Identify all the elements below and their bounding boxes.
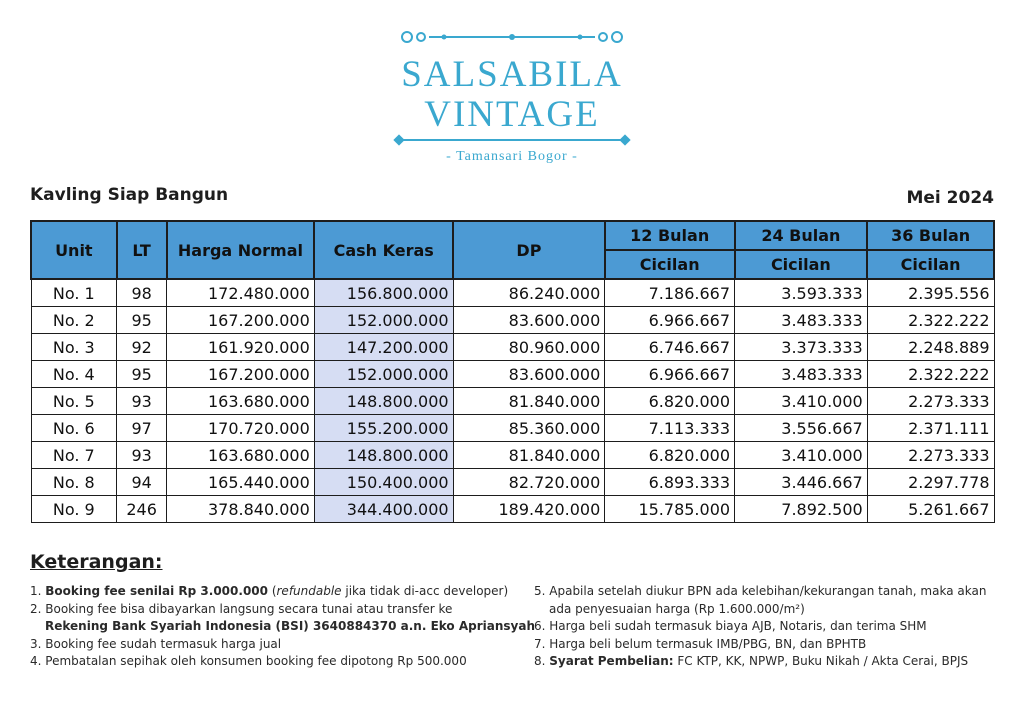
- cell-dp: 189.420.000: [453, 496, 605, 523]
- cell-lt: 246: [117, 496, 167, 523]
- table-row: [31, 496, 994, 523]
- cell-cicilan-12: 6.746.667: [605, 334, 735, 361]
- cell-dp: 86.240.000: [453, 279, 605, 307]
- cell-lt: 95: [117, 361, 167, 388]
- cell-cash-keras: 155.200.000: [314, 415, 453, 442]
- cell-lt: 93: [117, 442, 167, 469]
- note-2-bank-account: Rekening Bank Syariah Indonesia (BSI) 3640884370 a.n. Eko Apriansyah: [45, 619, 535, 633]
- cell-unit: No. 7: [31, 442, 117, 469]
- table-row: [31, 279, 994, 307]
- cell-lt: 95: [117, 307, 167, 334]
- cell-unit: No. 9: [31, 496, 117, 523]
- note-8-prefix: 8.: [534, 654, 550, 668]
- cell-lt: 94: [117, 469, 167, 496]
- cell-cicilan-24: 7.892.500: [735, 496, 868, 523]
- cell-lt: 93: [117, 388, 167, 415]
- cell-cash-keras: 147.200.000: [314, 334, 453, 361]
- cell-unit: No. 6: [31, 415, 117, 442]
- table-row: [31, 415, 994, 442]
- note-5-line2: ada penyesuaian harga (Rp 1.600.000/m²): [549, 601, 805, 616]
- cell-cicilan-12: 7.186.667: [605, 279, 735, 307]
- cell-harga-normal: 165.440.000: [167, 469, 315, 496]
- note-4: 4. Pembatalan sepihak oleh konsumen booking fee dipotong Rp 500.000: [30, 654, 467, 668]
- cell-cicilan-12: 6.966.667: [605, 307, 735, 334]
- cell-cicilan-36: 2.371.111: [867, 415, 994, 442]
- cell-cicilan-24: 3.410.000: [735, 442, 868, 469]
- cell-cicilan-12: 15.785.000: [605, 496, 735, 523]
- note-1-prefix: 1.: [30, 584, 46, 598]
- cell-harga-normal: 172.480.000: [167, 279, 315, 307]
- header-36-bulan: 36 Bulan: [867, 221, 994, 250]
- cell-cash-keras: 152.000.000: [314, 361, 453, 388]
- note-8: [534, 653, 1004, 671]
- ornament-icon: [399, 26, 625, 48]
- header-12-bulan: 12 Bulan: [605, 221, 735, 250]
- cell-cicilan-24: 3.483.333: [735, 307, 868, 334]
- period-label: Mei 2024: [906, 188, 994, 208]
- cell-unit: No. 4: [31, 361, 117, 388]
- brand-name-line2: VINTAGE: [424, 94, 600, 135]
- header-cicilan-12: Cicilan: [605, 250, 735, 279]
- cell-cicilan-24: 3.556.667: [735, 415, 868, 442]
- section-title: Kavling Siap Bangun: [30, 185, 229, 205]
- note-2-line2: [30, 618, 535, 636]
- cell-lt: 92: [117, 334, 167, 361]
- cell-cicilan-36: 2.297.778: [867, 469, 994, 496]
- notes-title: Keterangan:: [30, 551, 163, 573]
- cell-harga-normal: 167.200.000: [167, 307, 315, 334]
- cell-unit: No. 2: [31, 307, 117, 334]
- note-1-italic: refundable: [276, 584, 342, 598]
- note-1-rest: jika tidak di-acc developer): [341, 584, 509, 598]
- note-3: 3. Booking fee sudah termasuk harga jual: [30, 636, 282, 651]
- header-unit: Unit: [31, 221, 117, 279]
- note-1: [30, 583, 509, 601]
- cell-harga-normal: 163.680.000: [167, 442, 315, 469]
- cell-dp: 82.720.000: [453, 469, 605, 496]
- cell-cicilan-24: 3.410.000: [735, 388, 868, 415]
- cell-dp: 83.600.000: [453, 307, 605, 334]
- cell-unit: No. 1: [31, 279, 117, 307]
- cell-unit: No. 5: [31, 388, 117, 415]
- cell-dp: 81.840.000: [453, 388, 605, 415]
- notes-left-column: [30, 583, 535, 671]
- notes-right-column: [534, 583, 1004, 671]
- cell-harga-normal: 161.920.000: [167, 334, 315, 361]
- note-8-rest: FC KTP, KK, NPWP, Buku Nikah / Akta Cerai, BPJS: [673, 654, 969, 668]
- table-row: [31, 388, 994, 415]
- note-1-paren: (: [268, 584, 277, 598]
- cell-dp: 83.600.000: [453, 361, 605, 388]
- note-8-bold: Syarat Pembelian:: [549, 654, 674, 668]
- header-cash-keras: Cash Keras: [314, 221, 453, 279]
- cell-cash-keras: 148.800.000: [314, 388, 453, 415]
- cell-cicilan-12: 6.820.000: [605, 442, 735, 469]
- header-cicilan-24: Cicilan: [735, 250, 868, 279]
- header-cicilan-36: Cicilan: [867, 250, 994, 279]
- note-7: 7. Harga beli belum termasuk IMB/PBG, BN, dan BPHTB: [534, 636, 867, 651]
- price-table: [30, 220, 995, 523]
- header-dp: DP: [453, 221, 605, 279]
- cell-harga-normal: 167.200.000: [167, 361, 315, 388]
- note-1-bold: Booking fee senilai Rp 3.000.000: [45, 584, 268, 598]
- cell-cash-keras: 152.000.000: [314, 307, 453, 334]
- header-lt: LT: [117, 221, 167, 279]
- cell-cicilan-36: 2.248.889: [867, 334, 994, 361]
- cell-cicilan-36: 2.273.333: [867, 388, 994, 415]
- brand-logo: [0, 26, 1024, 165]
- cell-cicilan-12: 7.113.333: [605, 415, 735, 442]
- note-5-line1: 5. Apabila setelah diukur BPN ada kelebihan/kekurangan tanah, maka akan: [534, 584, 987, 598]
- brand-tagline: - Tamansari Bogor -: [446, 149, 578, 164]
- cell-cicilan-36: 2.322.222: [867, 361, 994, 388]
- cell-lt: 98: [117, 279, 167, 307]
- cell-cash-keras: 150.400.000: [314, 469, 453, 496]
- cell-cash-keras: 344.400.000: [314, 496, 453, 523]
- cell-cicilan-36: 2.322.222: [867, 307, 994, 334]
- table-row: [31, 307, 994, 334]
- note-2-line1: 2. Booking fee bisa dibayarkan langsung secara tunai atau transfer ke: [30, 601, 453, 616]
- cell-harga-normal: 170.720.000: [167, 415, 315, 442]
- cell-cicilan-36: 5.261.667: [867, 496, 994, 523]
- cell-lt: 97: [117, 415, 167, 442]
- cell-cicilan-24: 3.593.333: [735, 279, 868, 307]
- cell-cicilan-12: 6.966.667: [605, 361, 735, 388]
- cell-cicilan-36: 2.273.333: [867, 442, 994, 469]
- note-6: 6. Harga beli sudah termasuk biaya AJB, Notaris, dan terima SHM: [534, 619, 927, 633]
- cell-dp: 81.840.000: [453, 442, 605, 469]
- cell-dp: 85.360.000: [453, 415, 605, 442]
- cell-cicilan-24: 3.373.333: [735, 334, 868, 361]
- cell-cicilan-24: 3.483.333: [735, 361, 868, 388]
- table-row: [31, 469, 994, 496]
- cell-cicilan-24: 3.446.667: [735, 469, 868, 496]
- cell-cash-keras: 148.800.000: [314, 442, 453, 469]
- table-row: [31, 361, 994, 388]
- cell-unit: No. 8: [31, 469, 117, 496]
- cell-harga-normal: 378.840.000: [167, 496, 315, 523]
- cell-unit: No. 3: [31, 334, 117, 361]
- cell-cicilan-12: 6.893.333: [605, 469, 735, 496]
- table-row: [31, 334, 994, 361]
- header-24-bulan: 24 Bulan: [735, 221, 868, 250]
- cell-dp: 80.960.000: [453, 334, 605, 361]
- cell-cash-keras: 156.800.000: [314, 279, 453, 307]
- cell-harga-normal: 163.680.000: [167, 388, 315, 415]
- cell-cicilan-12: 6.820.000: [605, 388, 735, 415]
- header-harga-normal: Harga Normal: [167, 221, 315, 279]
- table-row: [31, 442, 994, 469]
- cell-cicilan-36: 2.395.556: [867, 279, 994, 307]
- brand-divider: [399, 139, 625, 141]
- brand-name-line1: SALSABILA: [401, 54, 623, 95]
